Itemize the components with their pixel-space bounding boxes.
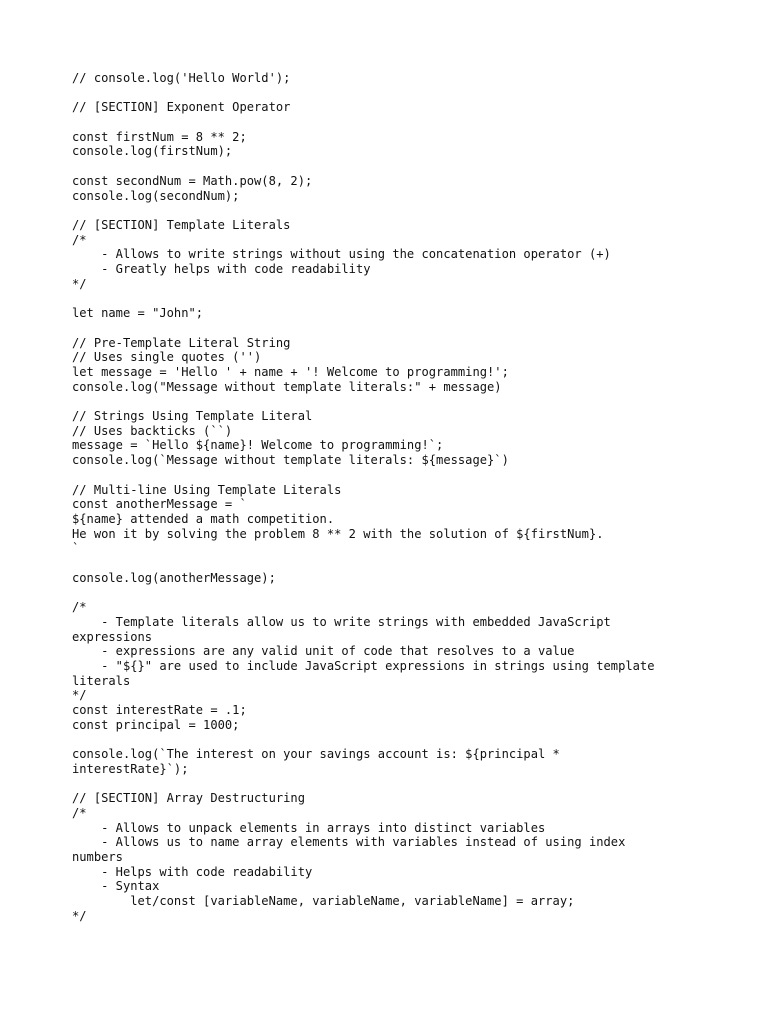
code-line: [72, 468, 712, 483]
code-line: const secondNum = Math.pow(8, 2);: [72, 173, 313, 188]
code-line: */: [72, 276, 87, 291]
code-line: // console.log('Hello World');: [72, 71, 291, 85]
code-line: /*: [72, 232, 87, 247]
code-line: // [SECTION] Array Destructuring: [72, 791, 305, 806]
code-line: console.log("Message without template literals:" + message): [72, 379, 502, 394]
code-line: [72, 159, 712, 174]
code-line: - Greatly helps with code readability: [72, 262, 371, 277]
code-line: // [SECTION] Template Literals: [72, 217, 291, 232]
code-line: [72, 394, 712, 409]
code-line: // Strings Using Template Literal: [72, 409, 313, 424]
code-line: interestRate}`);: [72, 761, 189, 776]
code-line: /*: [72, 600, 87, 615]
code-line: */: [72, 908, 87, 923]
code-line: // [SECTION] Exponent Operator: [72, 100, 291, 115]
code-line: console.log(`Message without template literals: ${message}`): [72, 453, 509, 468]
code-line: [72, 777, 712, 792]
code-line: - Allows to unpack elements in arrays into distinct variables: [72, 820, 546, 835]
code-line: // Uses single quotes (''): [72, 350, 262, 365]
code-line: [72, 556, 712, 571]
code-line: literals: [72, 673, 131, 688]
code-line: const interestRate = .1;: [72, 703, 247, 718]
code-line: [72, 115, 712, 130]
code-line: const firstNum = 8 ** 2;: [72, 129, 247, 144]
code-line: // Multi-line Using Template Literals: [72, 482, 342, 497]
code-line: // Uses backticks (``): [72, 423, 233, 438]
code-line: console.log(anotherMessage);: [72, 570, 276, 585]
code-line: [72, 321, 712, 336]
code-line: ${name} attended a math competition.: [72, 511, 335, 526]
code-line: [72, 732, 712, 747]
code-line: - "${}" are used to include JavaScript expressions in strings using template: [72, 658, 655, 673]
code-line: - Helps with code readability: [72, 864, 313, 879]
code-document: [72, 71, 712, 924]
code-line: console.log(firstNum);: [72, 144, 233, 159]
code-line: // Pre-Template Literal String: [72, 335, 291, 350]
code-line: [72, 86, 712, 101]
code-line: He won it by solving the problem 8 ** 2 with the solution of ${firstNum}.: [72, 526, 604, 541]
code-line: - Allows to write strings without using the concatenation operator (+): [72, 247, 611, 262]
code-line: - expressions are any valid unit of code that resolves to a value: [72, 644, 575, 659]
code-line: numbers: [72, 850, 123, 865]
code-line: console.log(secondNum);: [72, 188, 240, 203]
code-line: const principal = 1000;: [72, 717, 240, 732]
code-line: - Syntax: [72, 879, 160, 894]
code-line: - Template literals allow us to write strings with embedded JavaScript: [72, 614, 611, 629]
code-line: `: [72, 541, 80, 556]
code-line: */: [72, 688, 87, 703]
code-line: expressions: [72, 629, 153, 644]
code-line: let/const [variableName, variableName, variableName] = array;: [72, 894, 575, 909]
code-line: let message = 'Hello ' + name + '! Welcome to programming!';: [72, 364, 509, 379]
code-line: let name = "John";: [72, 306, 204, 321]
code-line: const anotherMessage = `: [72, 497, 247, 512]
code-line: console.log(`The interest on your savings account is: ${principal *: [72, 747, 560, 762]
code-line: [72, 585, 712, 600]
code-line: /*: [72, 805, 87, 820]
code-line: - Allows us to name array elements with variables instead of using index: [72, 835, 626, 850]
code-line: message = `Hello ${name}! Welcome to programming!`;: [72, 438, 444, 453]
code-line: [72, 203, 712, 218]
code-line: [72, 291, 712, 306]
